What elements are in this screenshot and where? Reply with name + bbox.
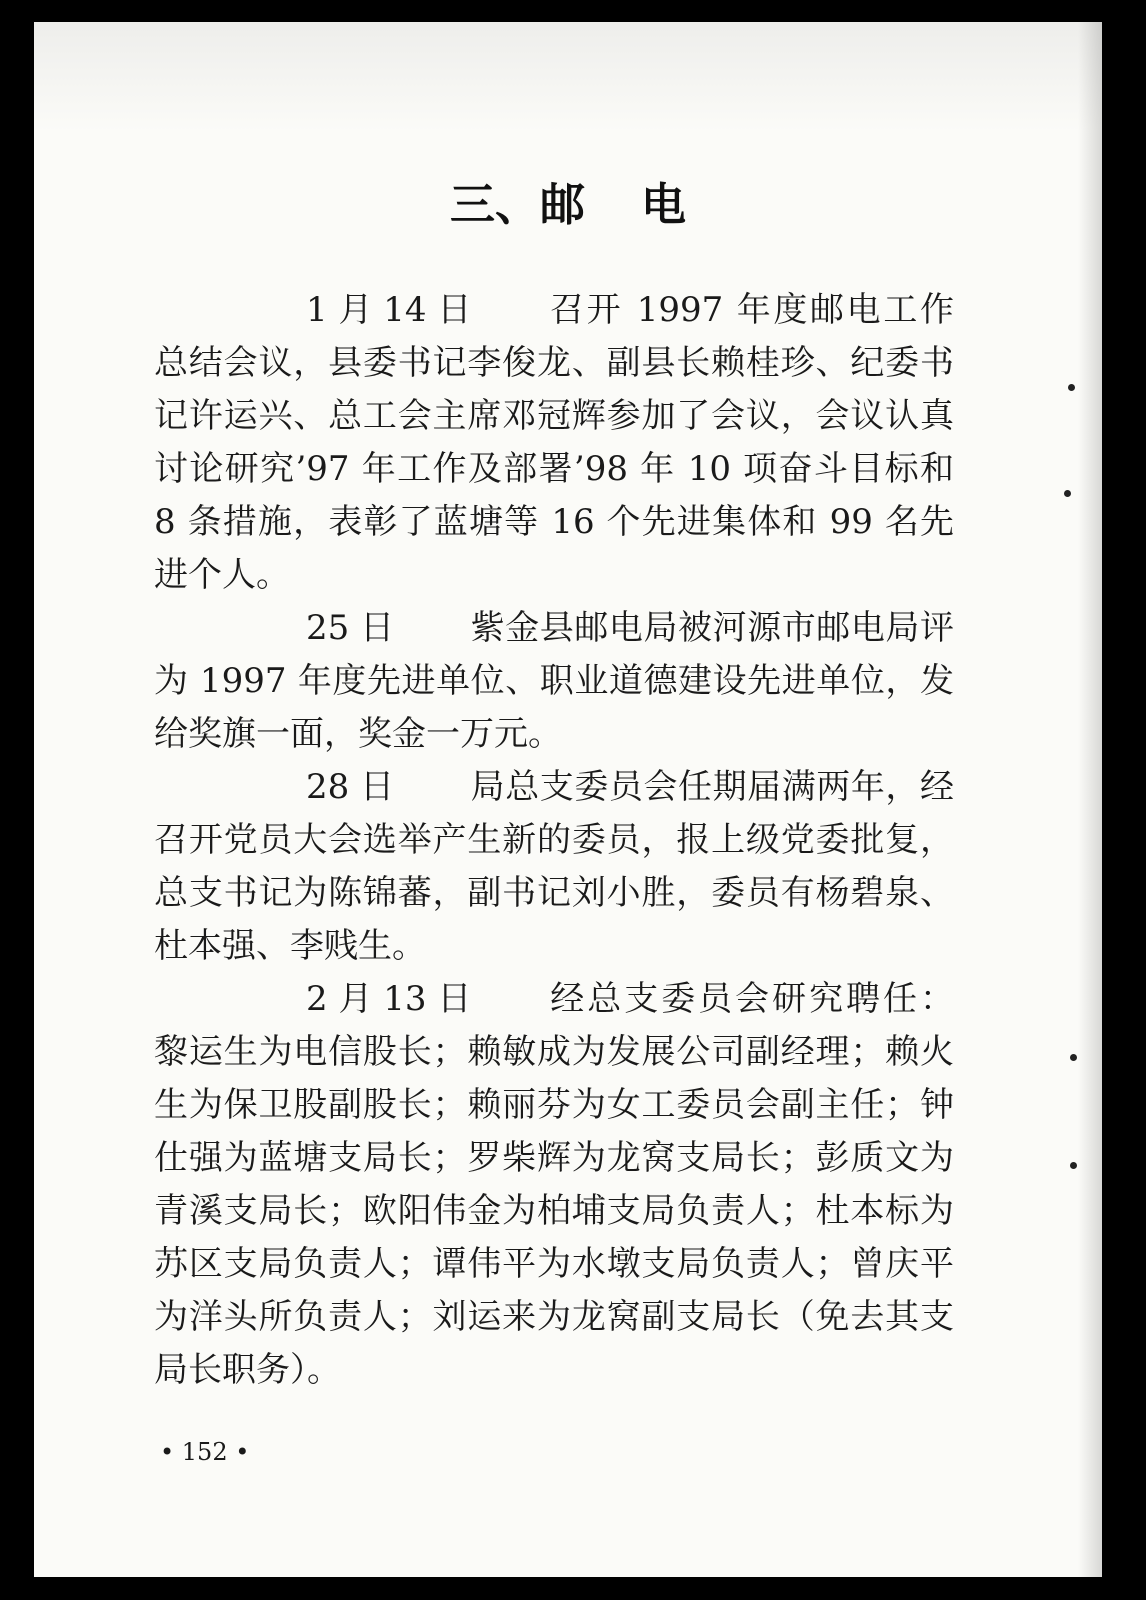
- chronicle-body: [154, 284, 954, 1397]
- entry-text: 经总支委员会研究聘任：黎运生为电信股长；赖敏成为发展公司副经理；赖火生为保卫股副股长；赖丽芬为女工委员会副主任；钟仕强为蓝塘支局长；罗柴辉为龙窝支局长；彭质文为青溪支局长；欧阳伟金为柏埔支局负责人；杜本标为苏区支局负责人；谭伟平为水墩支局负责人；曾庆平为洋头所负责人；刘运来为龙窝副支局长（免去其支局长职务）。: [154, 979, 954, 1390]
- entry-text: 局总支委员会任期届满两年，经召开党员大会选举产生新的委员，报上级党委批复，总支书记为陈锦蕃，副书记刘小胜，委员有杨碧泉、杜本强、李贱生。: [154, 767, 954, 966]
- entry-text: 紫金县邮电局被河源市邮电局评为 1997 年度先进单位、职业道德建设先进单位，发给奖旗一面，奖金一万元。: [154, 608, 954, 754]
- section-title: [34, 178, 1102, 231]
- chronicle-entry: [154, 973, 954, 1397]
- section-title-part2: 电: [641, 178, 687, 231]
- chronicle-entry: [154, 284, 954, 602]
- scan-edge-shadow: [1078, 22, 1102, 1577]
- entry-text: 召开 1997 年度邮电工作总结会议，县委书记李俊龙、副县长赖桂珍、纪委书记许运兴、总工会主席邓冠辉参加了会议，会议认真讨论研究’97 年工作及部署’98 年 10 项奋斗目标和 8 条措施，表彰了蓝塘等 16 个先进集体和 99 名先进个人。: [154, 290, 954, 595]
- entry-date: 28 日: [306, 767, 395, 807]
- page-number: • 152 •: [160, 1438, 250, 1466]
- scan-speck: [1064, 490, 1071, 497]
- document-page: [34, 22, 1102, 1577]
- scan-speck: [1068, 384, 1075, 391]
- scan-shading: [34, 22, 1102, 132]
- scan-speck: [1070, 1054, 1077, 1061]
- chronicle-entry: [154, 761, 954, 973]
- scan-speck: [1070, 1162, 1077, 1169]
- section-title-part1: 三、邮: [449, 178, 585, 231]
- entry-date: 1 月 14 日: [306, 290, 472, 330]
- entry-date: 25 日: [306, 608, 395, 648]
- chronicle-entry: [154, 602, 954, 761]
- entry-date: 2 月 13 日: [306, 979, 472, 1019]
